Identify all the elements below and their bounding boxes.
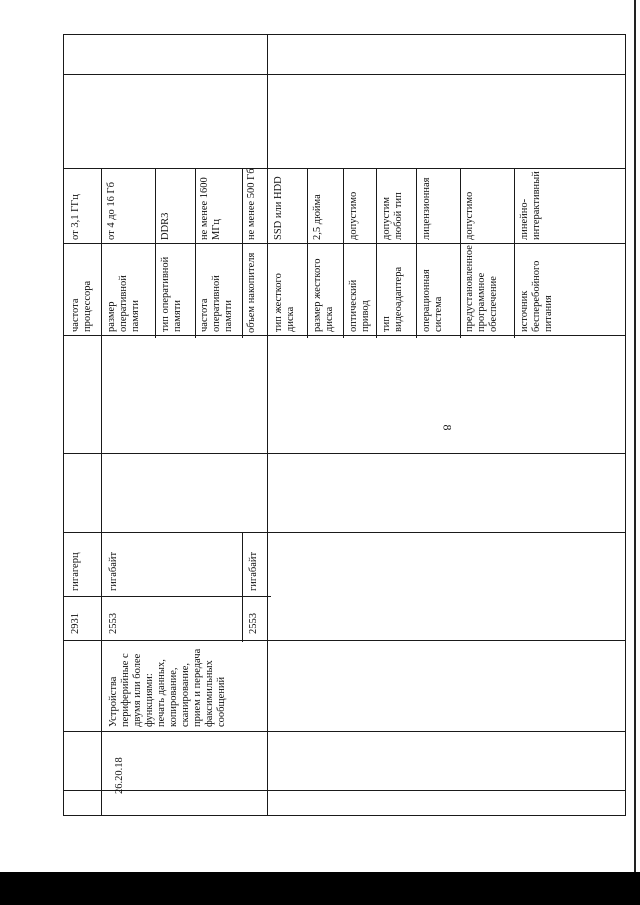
scan-bottom-band <box>0 872 640 905</box>
unit-name: гигагерц <box>70 552 81 591</box>
characteristic-value: лицензионная <box>421 177 432 240</box>
grid-line <box>63 790 626 791</box>
characteristic-value: от 3,1 ГГц <box>70 194 81 240</box>
grid-line <box>63 453 626 454</box>
characteristic-name: оптический привод <box>348 279 371 332</box>
grid-line <box>155 168 156 338</box>
table-border-left <box>63 34 64 816</box>
grid-line <box>242 532 243 642</box>
grid-line <box>101 168 102 816</box>
characteristic-name: объем накопителя <box>246 252 257 333</box>
table-border-bottom <box>63 815 626 816</box>
grid-line <box>63 596 271 597</box>
grid-line <box>242 168 243 338</box>
grid-line <box>63 168 626 169</box>
grid-line <box>416 168 417 338</box>
product-name: Устройства периферийные с двумя или более функциями: печать данных, копирование, сканирование, прием и передача факсимильных сообщений <box>108 648 227 727</box>
table-border-right <box>625 34 626 816</box>
table-border-top <box>63 34 626 35</box>
grid-line <box>343 168 344 338</box>
characteristic-value: не менее 1600 МГц <box>199 177 222 240</box>
grid-line <box>514 168 515 338</box>
grid-line <box>267 34 268 816</box>
characteristic-value: линейно-интерактивный <box>519 171 542 240</box>
grid-line <box>195 168 196 338</box>
characteristic-name: частота процессора <box>70 280 93 332</box>
page-number: 8 <box>440 424 455 431</box>
characteristic-name: тип оперативной памяти <box>160 256 183 332</box>
characteristic-name: тип жесткого диска <box>273 273 296 332</box>
okpd-code: 26.20.18 <box>114 757 125 794</box>
characteristic-name: размер жесткого диска <box>312 258 335 332</box>
characteristic-name: источник бесперебойного питания <box>519 260 554 332</box>
grid-line <box>63 532 626 533</box>
characteristic-value: от 4 до 16 Гб <box>106 182 117 240</box>
characteristic-value: DDR3 <box>160 212 171 240</box>
grid-line <box>460 168 461 338</box>
unit-name: гигабайт <box>108 551 119 591</box>
unit-name: гигабайт <box>248 551 259 591</box>
characteristic-name: размер оперативной памяти <box>106 275 141 332</box>
unit-code: 2931 <box>70 613 81 634</box>
characteristic-name: операционная система <box>421 269 444 332</box>
characteristic-name: тип видеоадаптера <box>381 266 404 332</box>
grid-line <box>376 168 377 338</box>
characteristic-value: допустимо <box>348 191 359 240</box>
characteristic-value: 2,5 дюйма <box>312 194 323 240</box>
grid-line <box>63 335 626 336</box>
unit-code: 2553 <box>108 613 119 634</box>
grid-line <box>63 243 626 244</box>
characteristic-name: частота оперативной памяти <box>199 275 234 332</box>
characteristic-value: SSD или HDD <box>273 176 284 240</box>
grid-line <box>63 731 626 732</box>
grid-line <box>63 640 626 641</box>
characteristic-name: предустановленное программное обеспечение <box>464 245 499 332</box>
grid-line <box>63 74 626 75</box>
characteristic-value: допустимо <box>464 191 475 240</box>
grid-line <box>307 168 308 338</box>
characteristic-value: допустим любой тип <box>381 192 404 240</box>
unit-code: 2553 <box>248 613 259 634</box>
characteristic-value: не менее 500 Гб <box>246 168 257 240</box>
